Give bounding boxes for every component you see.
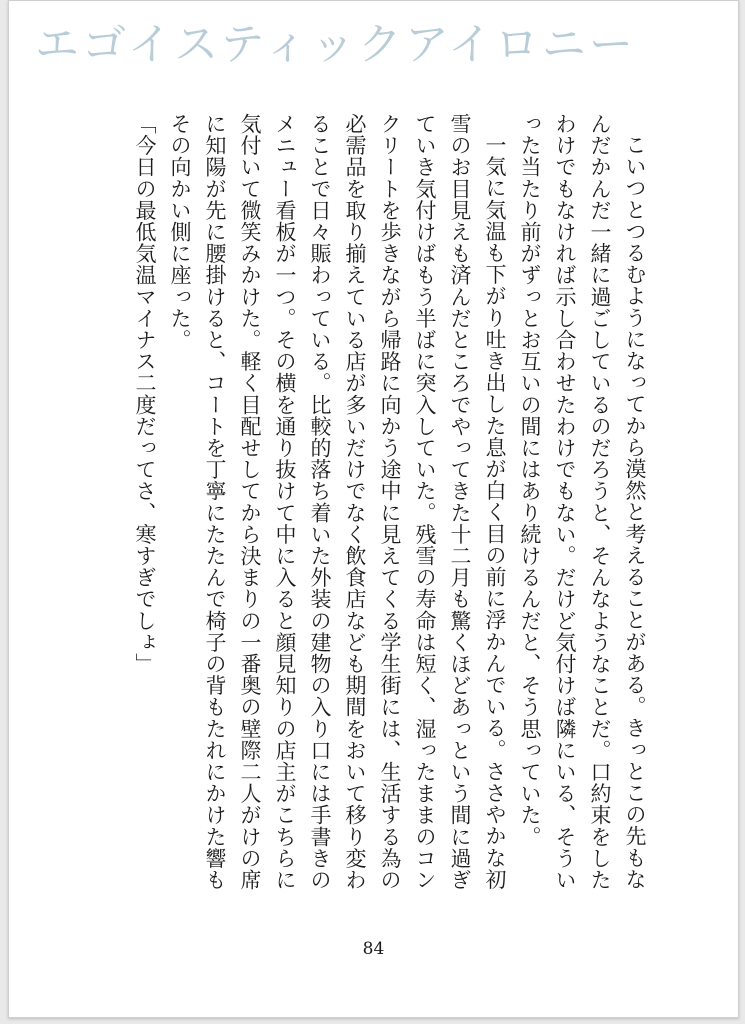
chapter-title: エゴイスティックアイロニー: [35, 19, 636, 70]
book-page: [8, 0, 739, 1018]
paragraph: 一気に気温も下がり吐き出した息が白く目の前に浮かんでいる。ささやかな初雪のお目見えも済んだところでやってきた十二月も驚くほどあっという間に過ぎていき気付けばもう半ばに突入していた。残雪の寿命は短く、湿ったままのコンクリートを歩きながら帰路に向かう途中に見えてくる学生街には、生活する為の必需品を取り揃えている店が多いだけでなく飲食店なども期間をおいて移り変わることで日々賑わっている。比較的落ち着いた外装の建物の入り口には手書きのメニュー看板が一つ。その横を通り抜けて中に入ると顔見知りの店主がこちらに気付いて微笑みかけた。軽く目配せしてから決まりの一番奥の壁際二人がけの席に知陽が先に腰掛けると、コートを丁寧にたたんで椅子の背もたれにかけた響もその向かい側に座った。: [168, 113, 507, 891]
dialogue-line: 「今日の最低気温マイナス二度だってさ、寒すぎでしょ」: [133, 113, 157, 675]
paragraph: こいつとつるむようになってから漠然と考えることがある。きっとこの先もなんだかんだ一緒に過ごしているのだろうと、そんなようなことだ。口約束をしたわけでもなければ示し合わせたわけでもない。だけど気付けば隣にいる、そういった当たり前がずっとお互いの間にはあり続けるんだと、そう思っていた。: [518, 113, 647, 891]
page-number: 84: [362, 939, 385, 959]
body-text: [127, 113, 652, 893]
